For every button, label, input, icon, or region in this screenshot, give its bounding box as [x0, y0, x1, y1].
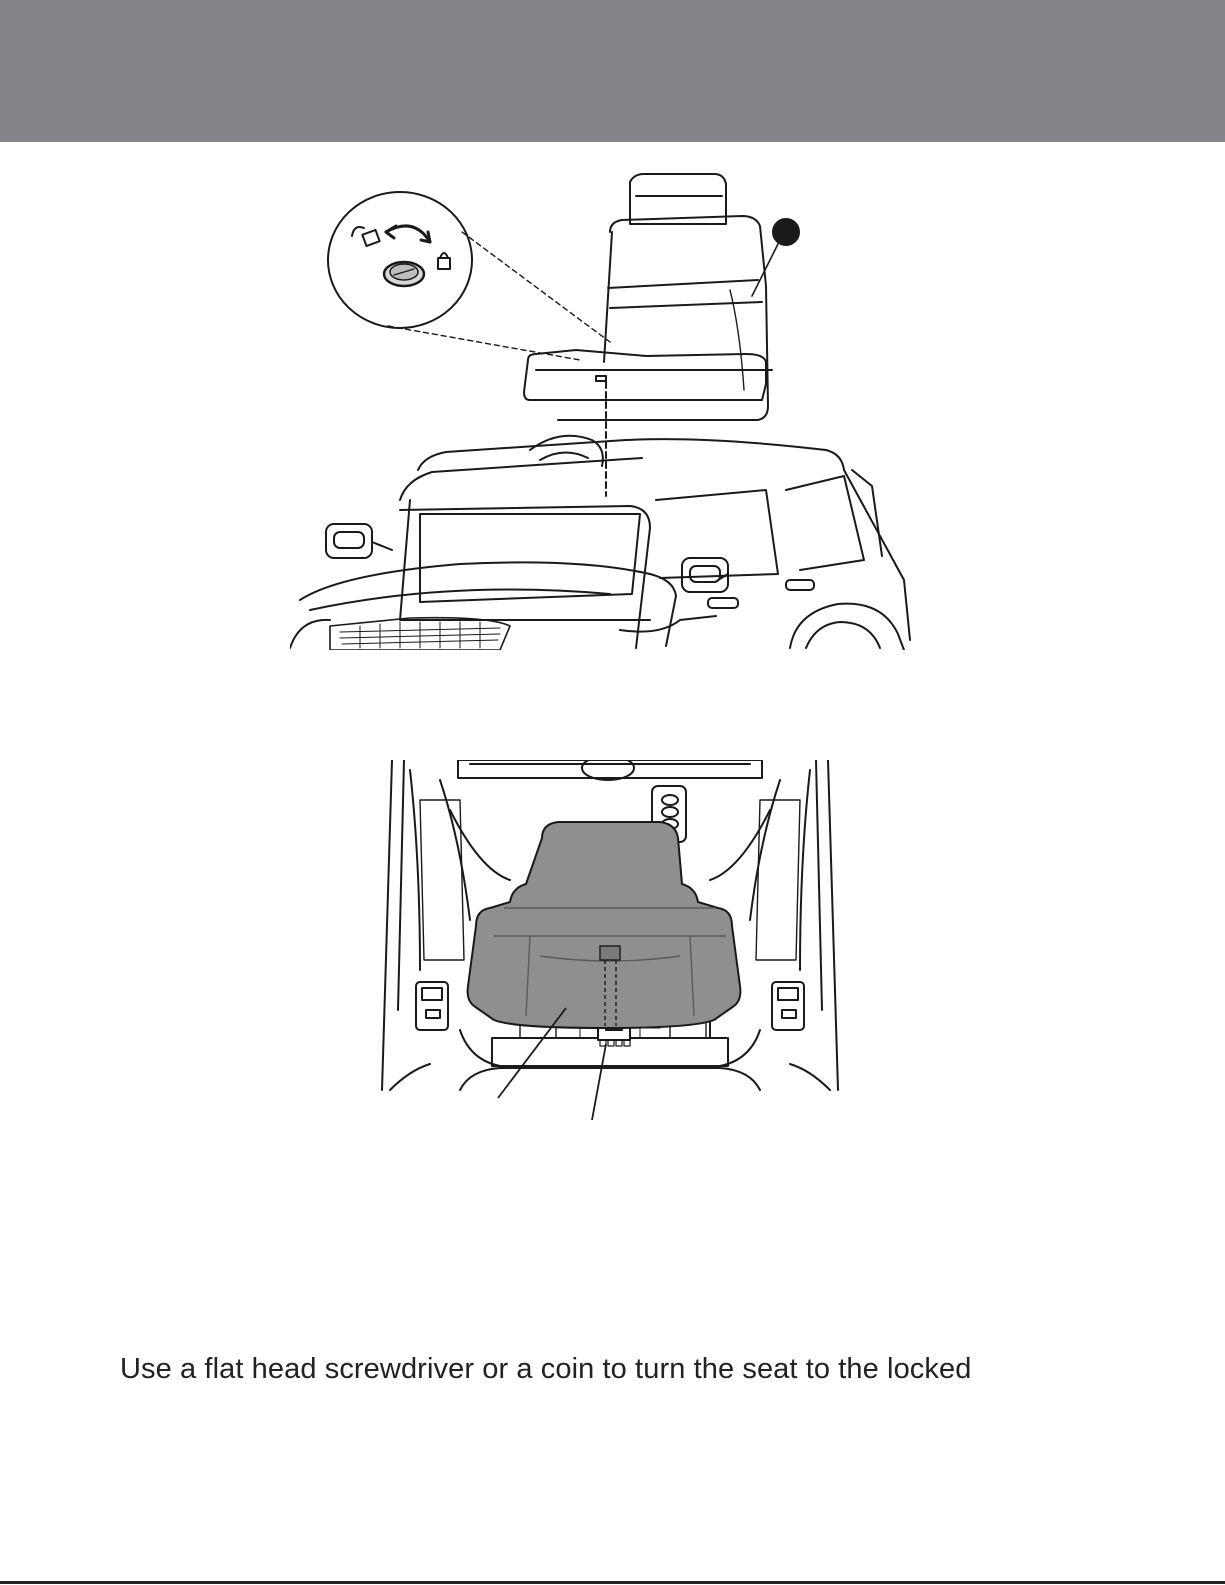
- header-bar: [0, 0, 1225, 142]
- grille: [340, 622, 500, 648]
- part-number-marker: [773, 219, 799, 245]
- rotate-arrow-icon: [386, 226, 430, 242]
- lock-screw: [384, 262, 424, 286]
- seat-installed-illustration: [380, 760, 850, 1130]
- footer-rule: [0, 1581, 1225, 1584]
- lock-leader-line: [592, 1044, 606, 1120]
- instruction-text: Use a flat head screwdriver or a coin to turn the seat to the locked: [120, 1353, 972, 1385]
- unlock-icon: [352, 227, 380, 246]
- seat: [524, 174, 772, 420]
- seat: [468, 822, 741, 1028]
- lock-icon: [438, 253, 450, 269]
- lock-detail-callout: [328, 192, 472, 328]
- vehicle: [290, 436, 910, 650]
- seat-exploded-illustration: [290, 170, 915, 650]
